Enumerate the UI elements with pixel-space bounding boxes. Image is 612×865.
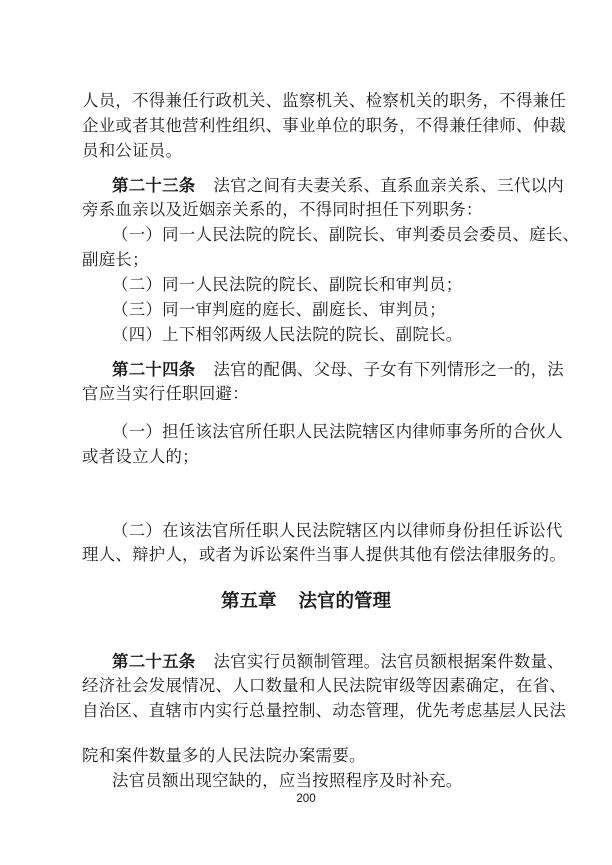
text-line: 自治区、直辖市内实行总量控制、动态管理，优先考虑基层人民法 xyxy=(82,701,567,720)
text-line: 企业或者其他营利性组织、事业单位的职务，不得兼任律师、仲裁 xyxy=(82,116,567,135)
list-item: （二）同一人民法院的院长、副院长和审判员； xyxy=(112,275,463,294)
list-item: （四）上下相邻两级人民法院的院长、副院长。 xyxy=(112,325,463,344)
article-24-heading xyxy=(112,358,564,382)
text-line: 员和公证员。 xyxy=(82,141,183,160)
text-line: 经济社会发展情况、人口数量和人民法院审级等因素确定，在省、 xyxy=(82,676,567,695)
text-line: 副庭长； xyxy=(82,250,149,269)
chapter-number: 第五章 xyxy=(220,591,277,612)
article-23-label: 第二十三条 xyxy=(112,176,196,195)
chapter-heading xyxy=(0,588,612,616)
list-item: （二）在该法官所任职人民法院辖区内以律师身份担任诉讼代 xyxy=(112,521,563,540)
article-24-text: 法官的配偶、父母、子女有下列情形之一的，法 xyxy=(213,360,564,379)
text-line: 人员，不得兼任行政机关、监察机关、检察机关的职务，不得兼任 xyxy=(82,91,567,110)
article-25-heading xyxy=(112,650,564,674)
list-item: （三）同一审判庭的庭长、副庭长、审判员； xyxy=(112,300,446,319)
list-item: （一）同一人民法院的院长、副院长、审判委员会委员、庭长、 xyxy=(112,225,580,244)
article-25-label: 第二十五条 xyxy=(112,652,196,671)
chapter-title: 法官的管理 xyxy=(298,591,392,612)
page-number: 200 xyxy=(296,793,316,805)
text-line: 官应当实行任职回避： xyxy=(82,384,249,403)
list-item: （一）担任该法官所任职人民法院辖区内律师事务所的合伙人 xyxy=(112,422,563,441)
article-23-heading xyxy=(112,174,564,198)
text-line: 旁系血亲以及近姻亲关系的，不得同时担任下列职务： xyxy=(82,200,483,219)
text-line: 或者设立人的； xyxy=(82,447,199,466)
article-23-text: 法官之间有夫妻关系、直系血亲关系、三代以内 xyxy=(213,176,564,195)
article-24-label: 第二十四条 xyxy=(112,360,196,379)
text-line: 理人、辩护人，或者为诉讼案件当事人提供其他有偿法律服务的。 xyxy=(82,545,567,564)
article-25-text: 法官实行员额制管理。法官员额根据案件数量、 xyxy=(213,652,564,671)
text-line: 院和案件数量多的人民法院办案需要。 xyxy=(82,746,366,765)
text-line: 法官员额出现空缺的，应当按照程序及时补充。 xyxy=(112,771,463,790)
